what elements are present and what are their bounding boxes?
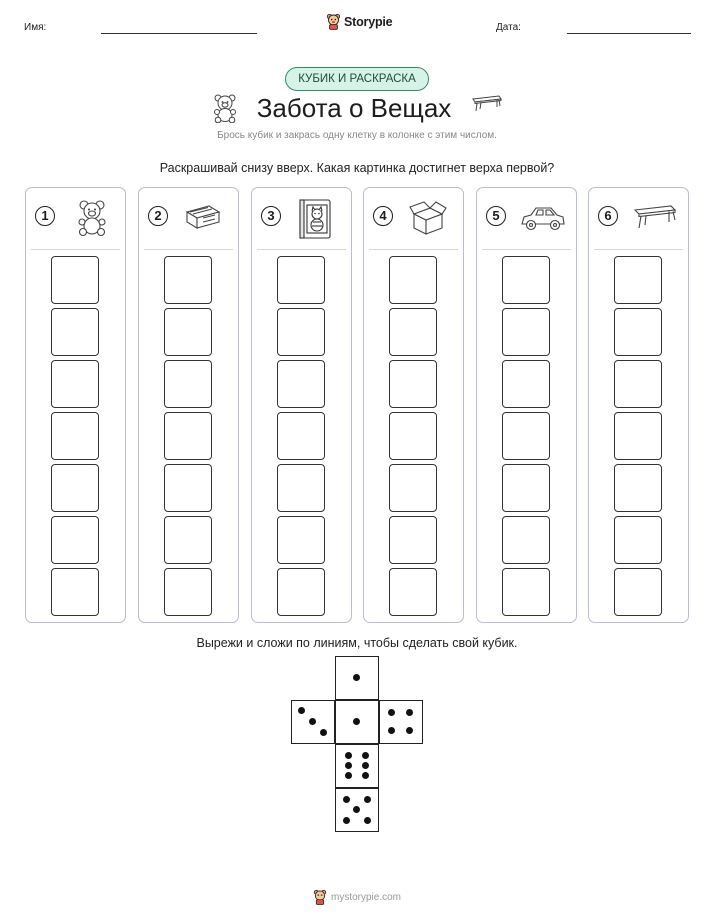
subtitle: Брось кубик и закрась одну клетку в колонке с этим числом. [217, 130, 497, 141]
die-face-6 [335, 744, 379, 788]
coloring-cell[interactable] [164, 464, 212, 512]
column-number: 6 [598, 206, 618, 226]
building-block-icon [181, 198, 233, 238]
coloring-cell[interactable] [389, 568, 437, 616]
die-face-4 [379, 700, 423, 744]
toy-car-icon [519, 198, 571, 238]
coloring-cell[interactable] [502, 360, 550, 408]
coloring-cell[interactable] [277, 464, 325, 512]
coloring-cell[interactable] [389, 516, 437, 564]
coloring-cell[interactable] [502, 568, 550, 616]
column-number: 1 [35, 206, 55, 226]
activity-badge: КУБИК И РАСКРАСКА [285, 67, 429, 91]
coloring-cell[interactable] [277, 308, 325, 356]
page-title-text: Забота о Вещах [256, 93, 452, 123]
coloring-cell[interactable] [277, 516, 325, 564]
coloring-cell[interactable] [164, 360, 212, 408]
footer [0, 889, 714, 905]
brand-logo [326, 13, 392, 30]
brand-name: Storypie [344, 14, 393, 29]
coloring-cell[interactable] [51, 308, 99, 356]
open-box-icon [406, 198, 458, 238]
coloring-cell[interactable] [614, 464, 662, 512]
coloring-cell[interactable] [277, 568, 325, 616]
coloring-cell[interactable] [389, 308, 437, 356]
coloring-cell[interactable] [51, 516, 99, 564]
column-2 [138, 187, 239, 623]
coloring-cell[interactable] [51, 412, 99, 460]
date-line[interactable] [567, 33, 691, 34]
bench-icon [631, 198, 683, 238]
column-number: 5 [486, 206, 506, 226]
column-6 [588, 187, 689, 623]
coloring-cell[interactable] [389, 256, 437, 304]
bench-icon [470, 95, 502, 113]
coloring-cell[interactable] [502, 412, 550, 460]
coloring-cell[interactable] [389, 464, 437, 512]
picture-book-icon [294, 198, 346, 240]
column-1 [25, 187, 126, 623]
storypie-mascot-icon [326, 13, 341, 30]
coloring-cell[interactable] [164, 308, 212, 356]
cut-instruction: Вырежи и сложи по линиям, чтобы сделать свой кубик. [196, 636, 518, 650]
teddy-bear-icon [212, 93, 238, 123]
die-face-3 [291, 700, 335, 744]
coloring-cell[interactable] [389, 360, 437, 408]
coloring-cell[interactable] [51, 256, 99, 304]
column-number: 3 [261, 206, 281, 226]
coloring-cell[interactable] [164, 516, 212, 564]
die-face-1 [335, 656, 379, 700]
coloring-cell[interactable] [164, 412, 212, 460]
column-3 [251, 187, 352, 623]
coloring-cell[interactable] [614, 568, 662, 616]
die-face-1 [335, 700, 379, 744]
coloring-cell[interactable] [502, 464, 550, 512]
coloring-cell[interactable] [51, 464, 99, 512]
name-label: Имя: [24, 22, 47, 33]
storypie-mascot-icon [313, 889, 327, 905]
column-number: 2 [148, 206, 168, 226]
date-label: Дата: [496, 22, 521, 33]
column-4 [363, 187, 464, 623]
coloring-cell[interactable] [614, 516, 662, 564]
coloring-cell[interactable] [614, 360, 662, 408]
coloring-cell[interactable] [502, 516, 550, 564]
die-face-5 [335, 788, 379, 832]
column-number: 4 [373, 206, 393, 226]
coloring-cell[interactable] [164, 256, 212, 304]
instruction: Раскрашивай снизу вверх. Какая картинка достигнет верха первой? [159, 161, 555, 175]
coloring-cell[interactable] [614, 308, 662, 356]
coloring-cell[interactable] [277, 360, 325, 408]
coloring-cell[interactable] [614, 412, 662, 460]
page-title [0, 93, 714, 124]
coloring-cell[interactable] [502, 308, 550, 356]
coloring-cell[interactable] [164, 568, 212, 616]
coloring-cell[interactable] [502, 256, 550, 304]
coloring-cell[interactable] [277, 412, 325, 460]
name-line[interactable] [101, 33, 257, 34]
footer-url: mystorypie.com [330, 891, 401, 903]
coloring-cell[interactable] [389, 412, 437, 460]
column-5 [476, 187, 577, 623]
coloring-cell[interactable] [51, 360, 99, 408]
coloring-cell[interactable] [277, 256, 325, 304]
teddy-bear-icon [68, 198, 120, 238]
coloring-cell[interactable] [614, 256, 662, 304]
coloring-cell[interactable] [51, 568, 99, 616]
